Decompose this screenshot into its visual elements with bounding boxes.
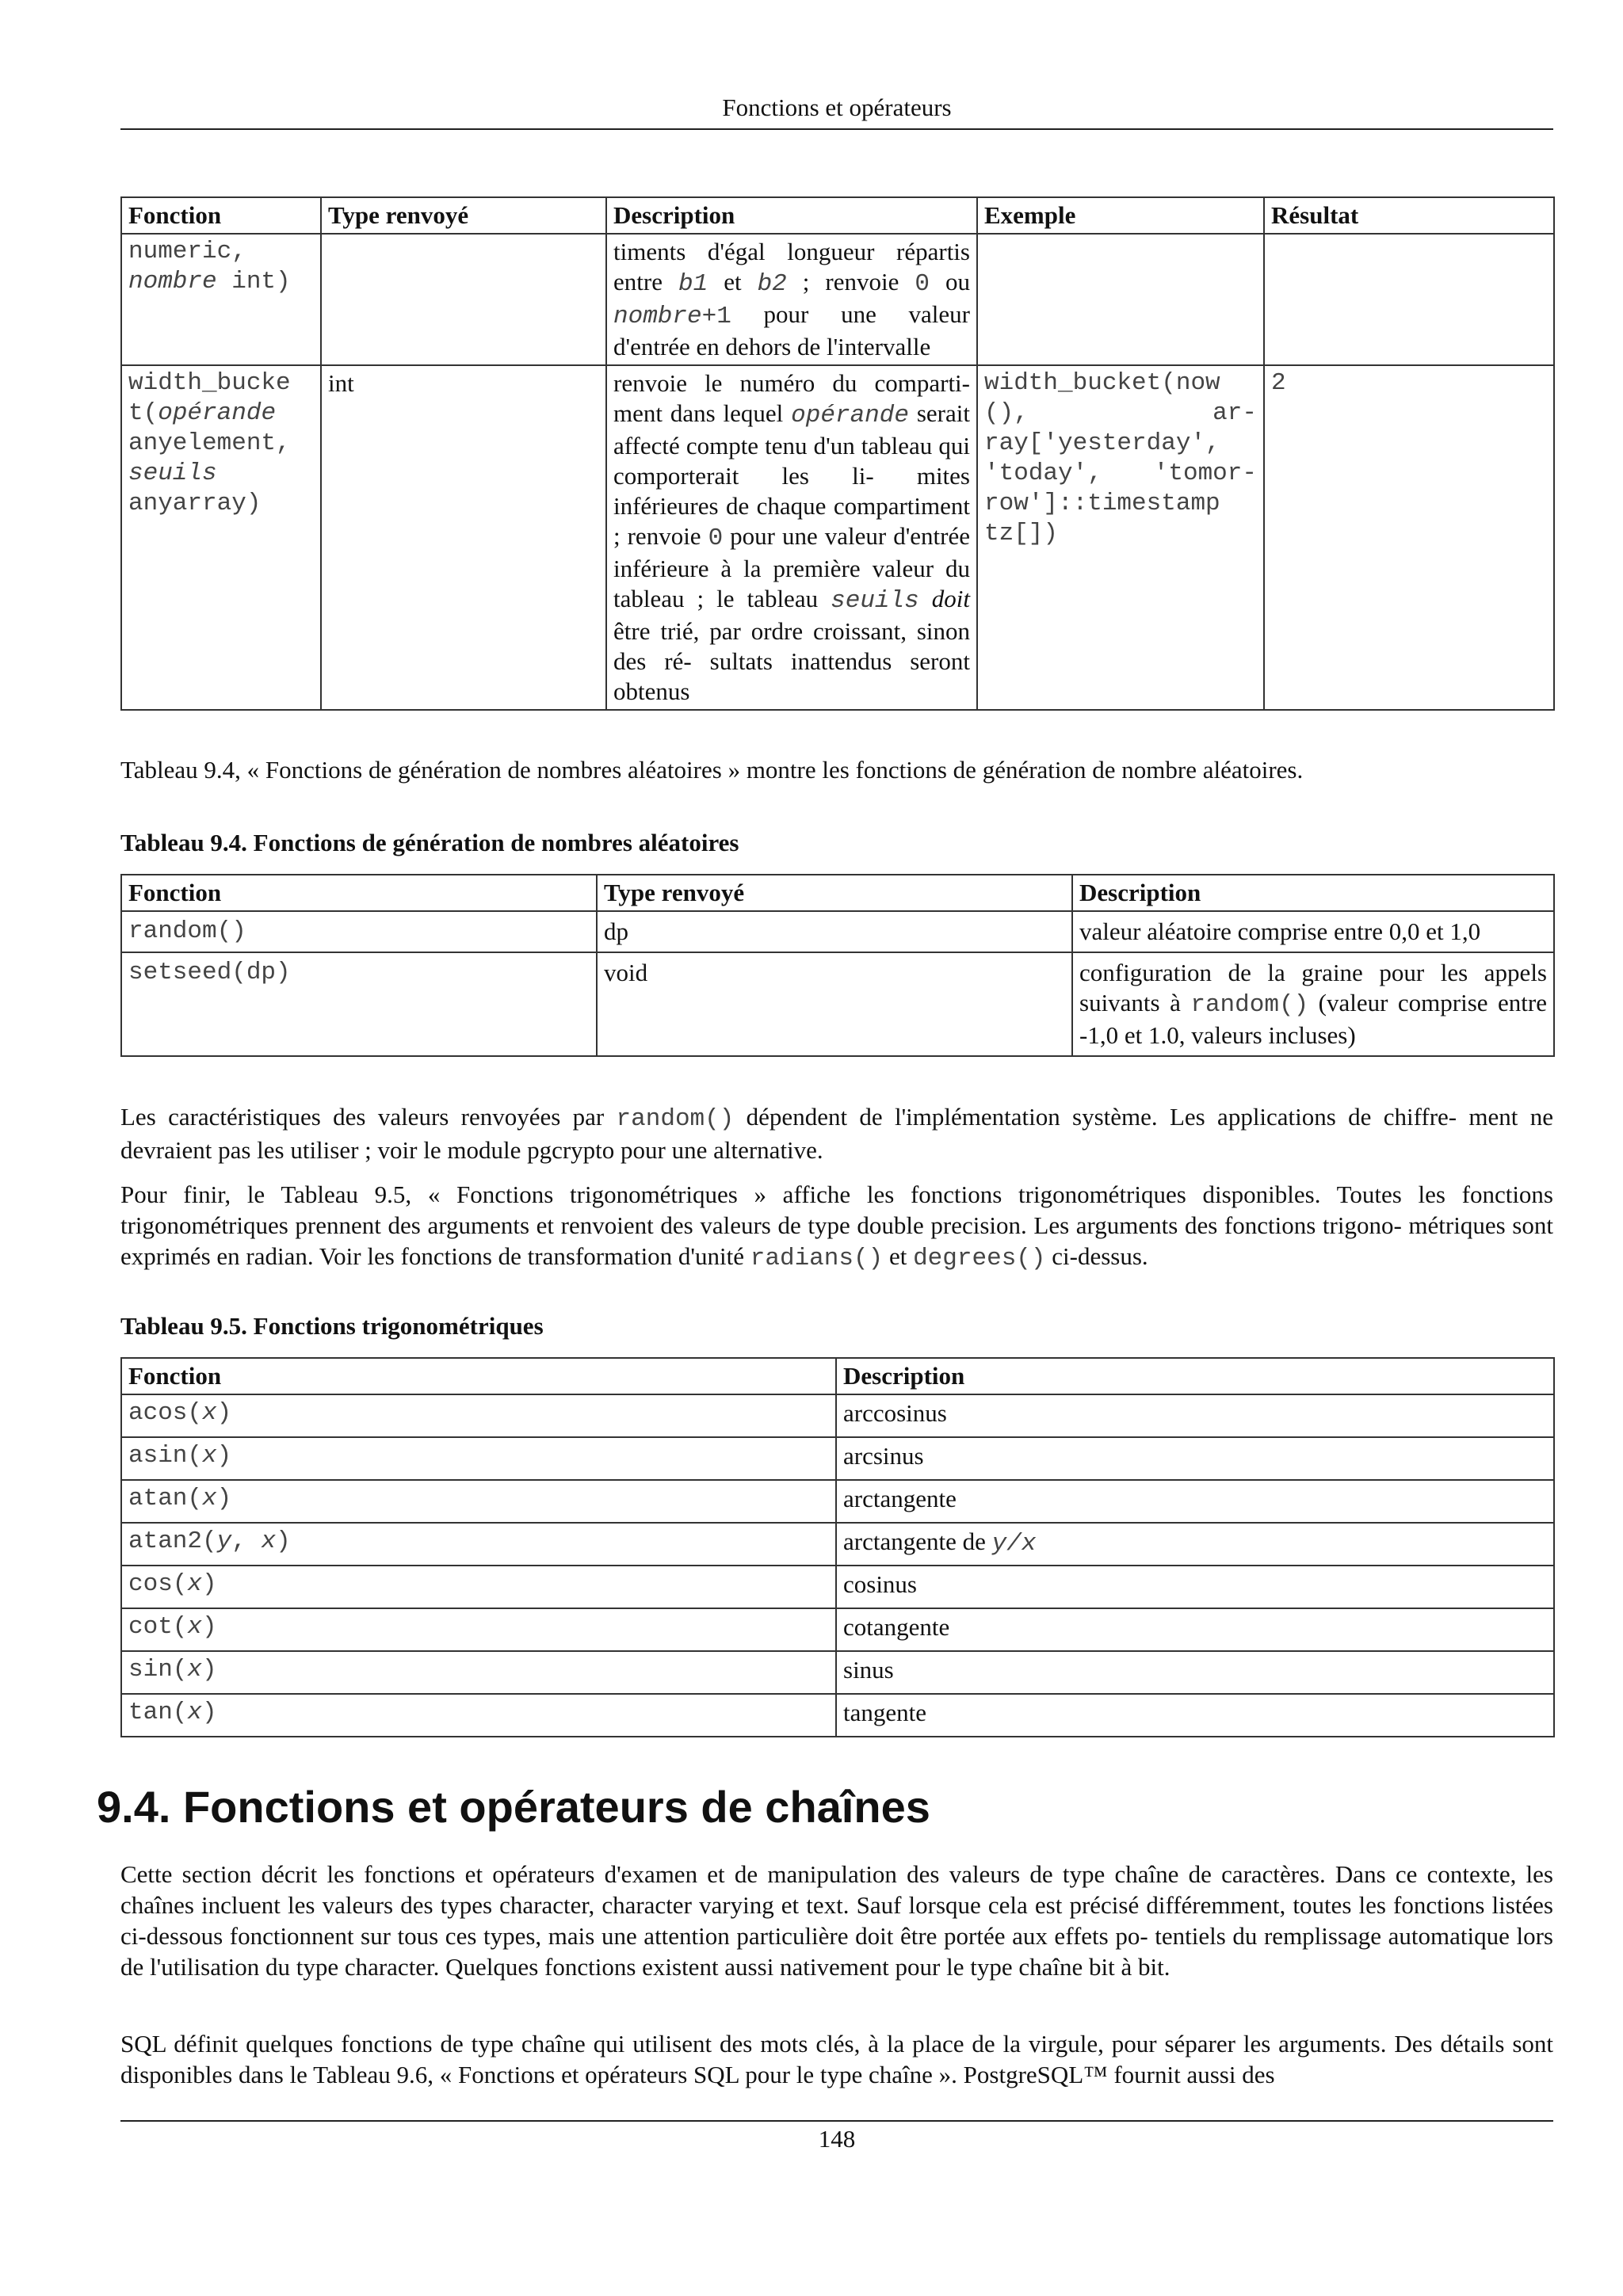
random-functions-table: [120, 874, 1555, 1057]
math-functions-table-continued: [120, 196, 1555, 711]
function-name: sin(x): [121, 1651, 836, 1694]
table-row: [121, 1523, 1554, 1566]
table-caption: Tableau 9.5. Fonctions trigonométriques: [120, 1312, 544, 1340]
function-name: cos(x): [121, 1566, 836, 1608]
function-description: tangente: [836, 1694, 1554, 1737]
section-heading: 9.4. Fonctions et opérateurs de chaînes: [97, 1782, 930, 1832]
column-header: Description: [1072, 875, 1554, 911]
column-header: Exemple: [977, 197, 1264, 234]
function-description: arctangente: [836, 1480, 1554, 1523]
column-header: Résultat: [1264, 197, 1554, 234]
return-type: [321, 234, 606, 365]
table-caption: Tableau 9.4. Fonctions de génération de nombres aléatoires: [120, 829, 739, 856]
function-description: cotangente: [836, 1608, 1554, 1651]
return-type: int: [321, 365, 606, 710]
example: width_bucket(now (), ar- ray['yesterday', 'today', 'tomor- row']::timestamp tz[]): [977, 365, 1264, 710]
function-name: tan(x): [121, 1694, 836, 1737]
function-description: renvoie le numéro du comparti- ment dans lequel opérande serait affecté compte tenu d'un tableau qui comporterait les li- mites inférieures de chaque compartiment ; renvoie 0 pour une valeur d'entrée inférieure à la première valeur du tableau ; le tableau seuils doit être trié, par ordre croissant, sinon des ré- sultats inattendus seront obtenus: [606, 365, 977, 710]
function-description: arctangente de y/x: [836, 1523, 1554, 1566]
table-row: [121, 234, 1554, 365]
table-row: [121, 1394, 1554, 1437]
table-row: [121, 952, 1554, 1056]
function-name: asin(x): [121, 1437, 836, 1480]
column-header: Fonction: [121, 875, 597, 911]
table-header-row: [121, 1358, 1554, 1394]
column-header: Description: [606, 197, 977, 234]
function-description: cosinus: [836, 1566, 1554, 1608]
table-header-row: [121, 875, 1554, 911]
table-row: [121, 1566, 1554, 1608]
table-row: [121, 1651, 1554, 1694]
running-header: Fonctions et opérateurs: [722, 93, 952, 121]
table-row: [121, 1437, 1554, 1480]
result: [1264, 234, 1554, 365]
function-description: configuration de la graine pour les appels suivants à random() (valeur comprise entre -1,0 et 1.0, valeurs incluses): [1072, 952, 1554, 1056]
column-header: Fonction: [121, 1358, 836, 1394]
return-type: void: [597, 952, 1072, 1056]
function-name: atan(x): [121, 1480, 836, 1523]
section-paragraph: SQL définit quelques fonctions de type chaîne qui utilisent des mots clés, à la place de la virgule, pour séparer les arguments. Des détails sont disponibles dans le Tableau 9.6, « Fonctions et opérateurs SQL pour le type chaîne ». PostgreSQL™ fournit aussi des: [120, 2030, 1553, 2088]
function-description: valeur aléatoire comprise entre 0,0 et 1,0: [1072, 911, 1554, 952]
table-header-row: [121, 197, 1554, 234]
return-type: dp: [597, 911, 1072, 952]
section-paragraph: Cette section décrit les fonctions et opérateurs d'examen et de manipulation des valeurs de type chaîne de caractères. Dans ce contexte, les chaînes incluent les valeurs des types character, character varying et text. Sauf lorsque cela est précisé différemment, toutes les fonctions listées ci-dessous fonctionnent sur tous ces types, mais une attention particulière doit être portée aux effets po- tentiels du remplissage automatique lors de l'utilisation du type character. Quelques fonctions existent aussi nativement pour le type chaîne bit à bit.: [120, 1860, 1553, 1981]
table-row: [121, 911, 1554, 952]
column-header: Fonction: [121, 197, 321, 234]
table-row: [121, 1480, 1554, 1523]
function-name: acos(x): [121, 1394, 836, 1437]
column-header: Type renvoyé: [597, 875, 1072, 911]
random-note-paragraph: Les caractéristiques des valeurs renvoyées par random() dépendent de l'implémentation système. Les applications de chiffre- ment ne devraient pas les utiliser ; voir le module pgcrypto pour une alternative.: [120, 1103, 1553, 1164]
function-description: timents d'égal longueur répartis entre b1 et b2 ; renvoie 0 ou nombre+1 pour une valeur d'entrée en dehors de l'intervalle: [606, 234, 977, 365]
result: 2: [1264, 365, 1554, 710]
function-description: sinus: [836, 1651, 1554, 1694]
column-header: Type renvoyé: [321, 197, 606, 234]
function-description: arccosinus: [836, 1394, 1554, 1437]
table-row: [121, 365, 1554, 710]
table-row: [121, 1608, 1554, 1651]
column-header: Description: [836, 1358, 1554, 1394]
function-name: cot(x): [121, 1608, 836, 1651]
function-name: setseed(dp): [121, 952, 597, 1056]
trig-intro-paragraph: Pour finir, le Tableau 9.5, « Fonctions trigonométriques » affiche les fonctions trigonométriques disponibles. Toutes les fonctions trigonométriques prennent des arguments et renvoient des valeurs de type double precision. Les arguments des fonctions trigono- métriques sont exprimés en radian. Voir les fonctions de transformation d'unité radians() et degrees() ci-dessus.: [120, 1180, 1553, 1272]
random-intro-paragraph: Tableau 9.4, « Fonctions de génération de nombres aléatoires » montre les fonctions de génération de nombre aléatoires.: [120, 756, 1304, 784]
table-row: [121, 1694, 1554, 1737]
function-name: random(): [121, 911, 597, 952]
function-signature: width_bucke t(opérande anyelement, seuils anyarray): [121, 365, 321, 710]
footer-rule: [120, 2120, 1553, 2122]
example: [977, 234, 1264, 365]
trig-functions-table: [120, 1357, 1555, 1737]
page-number: 148: [818, 2125, 856, 2153]
header-rule: [120, 128, 1553, 130]
function-description: arcsinus: [836, 1437, 1554, 1480]
function-signature: numeric, nombre int): [121, 234, 321, 365]
function-name: atan2(y, x): [121, 1523, 836, 1566]
